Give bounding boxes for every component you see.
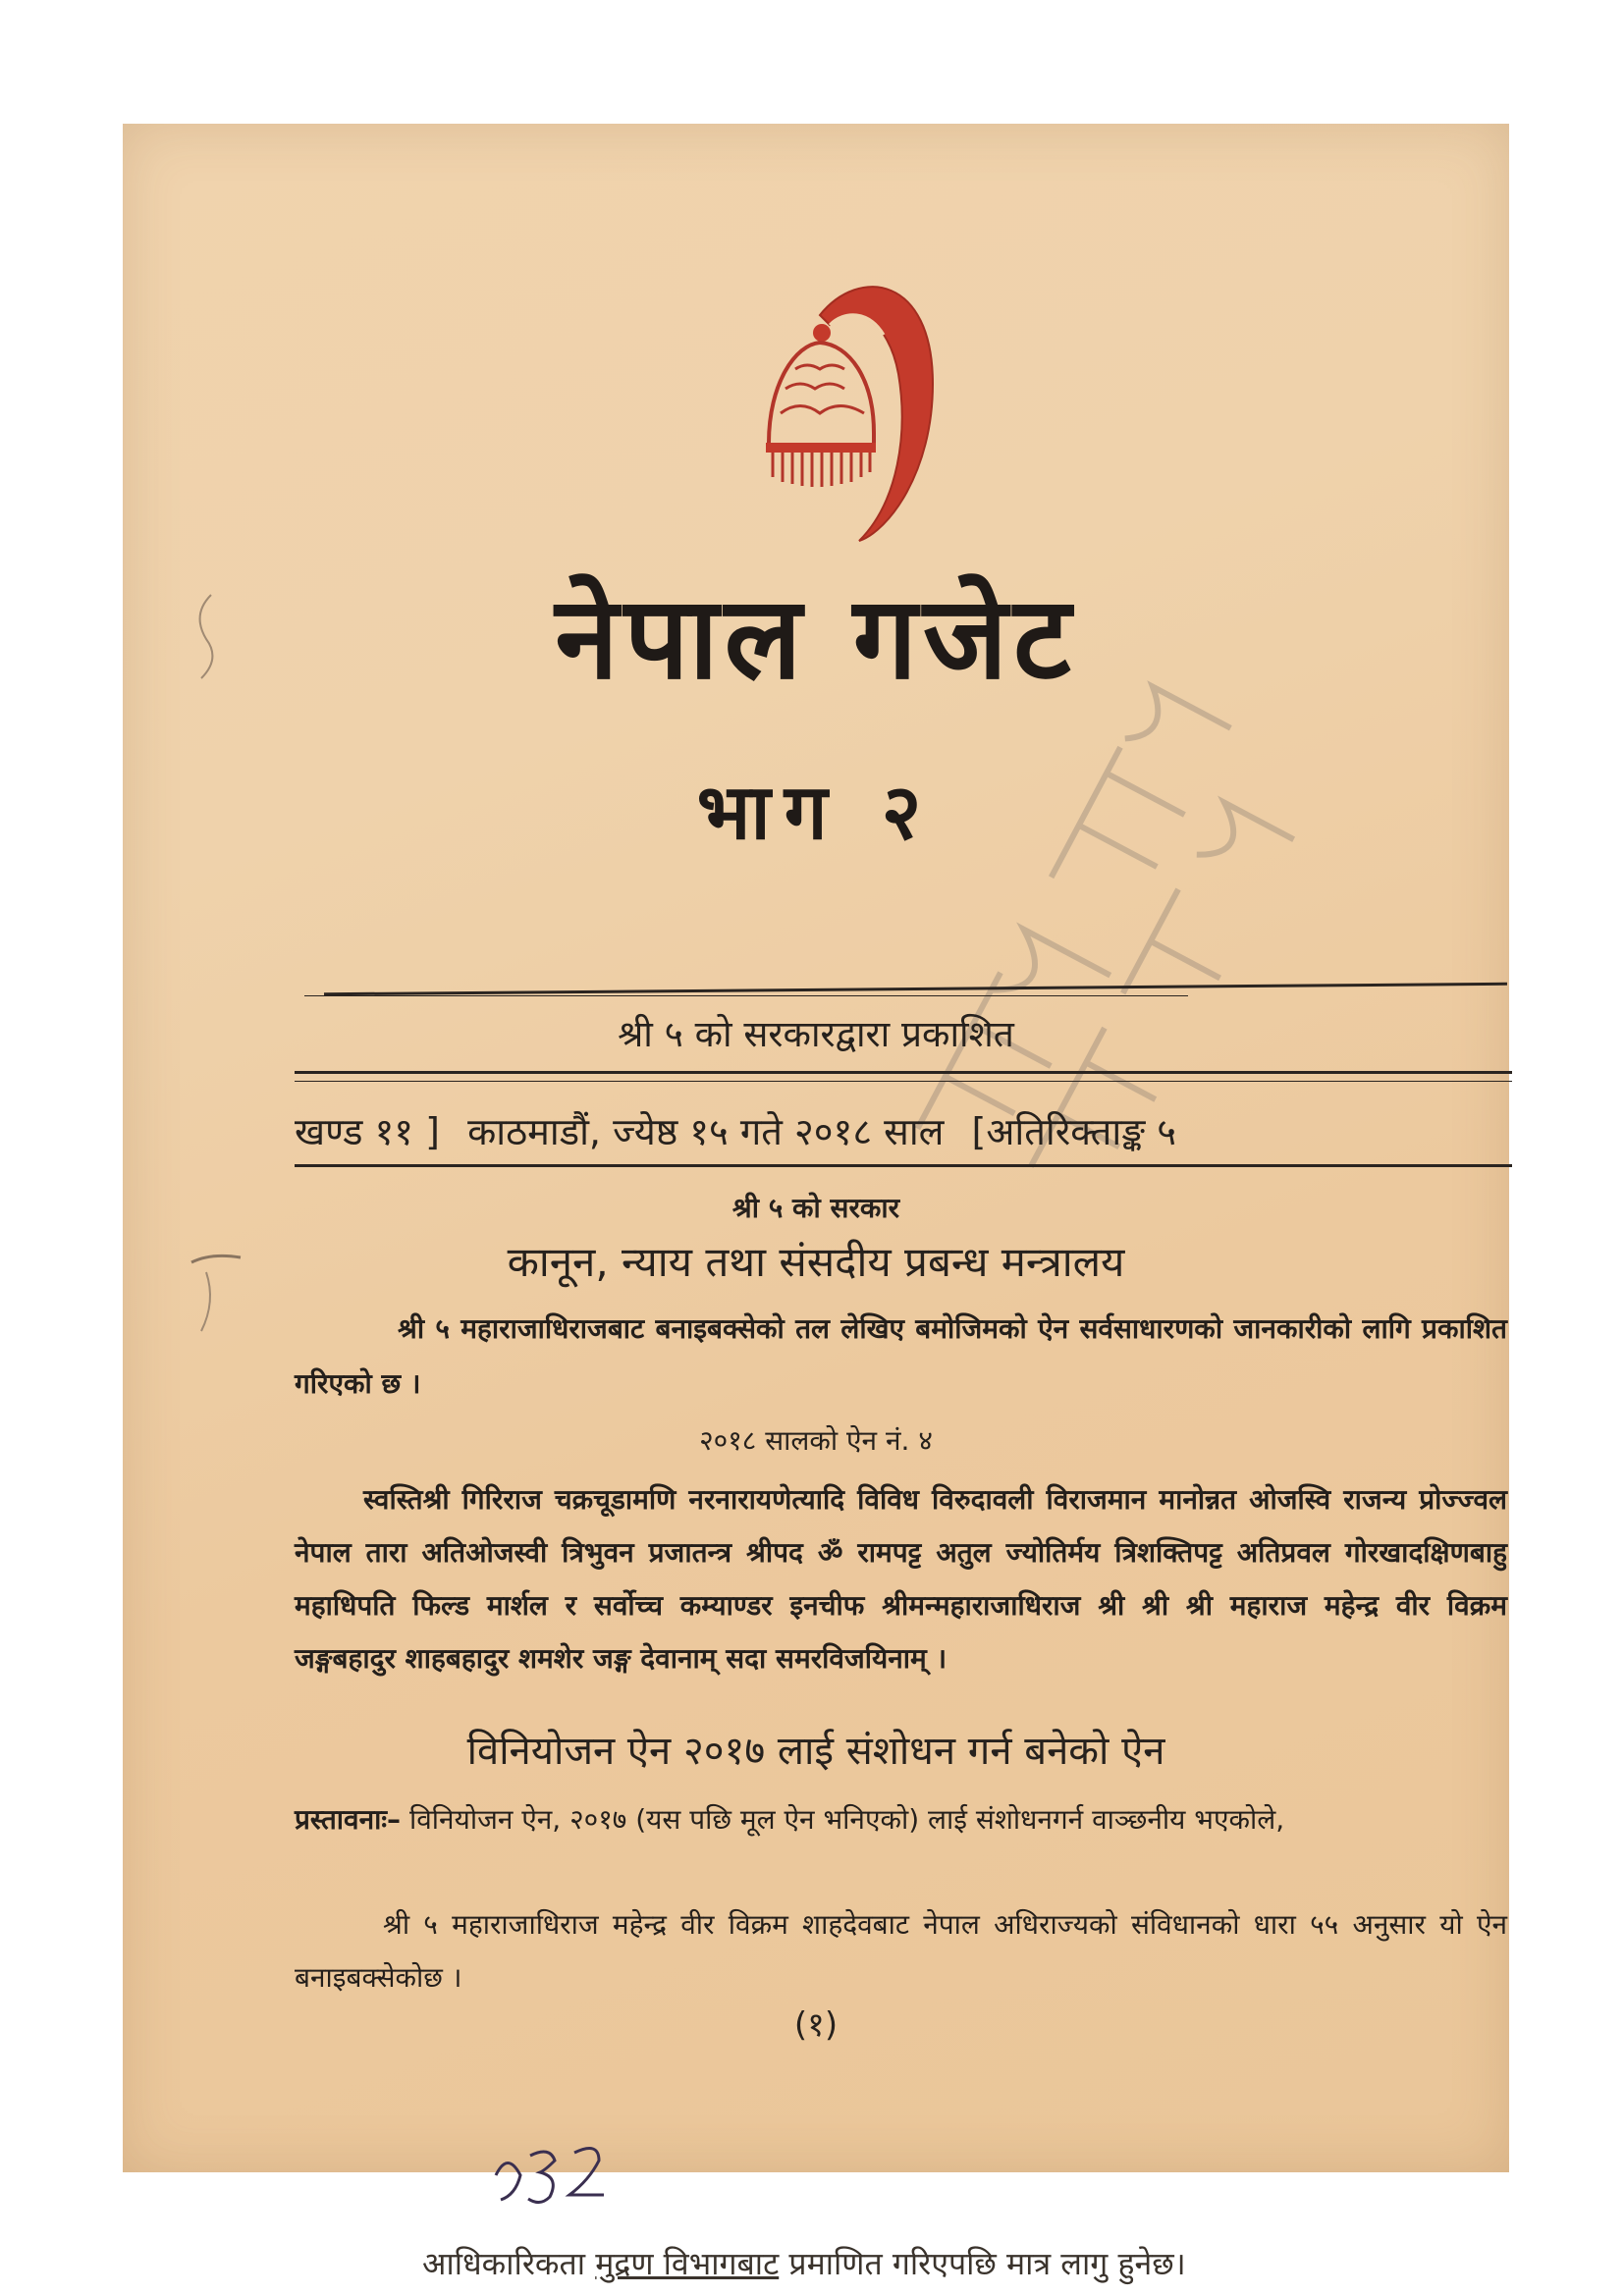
gazette-part: भाग २ xyxy=(696,769,936,857)
prastavana-text: विनियोजन ऐन, २०१७ (यस पछि मूल ऐन भनिएको) लाई संशोधनगर्न वाञ्छनीय भएकोले, xyxy=(401,1803,1285,1836)
place-date: काठमाडौं, ज्येष्ठ १५ गते २०१८ साल xyxy=(467,1110,945,1153)
rule-bottom xyxy=(295,1164,1512,1167)
act-number: २०१८ सालको ऐन नं. ४ xyxy=(699,1424,933,1457)
footer-note-before: आधिकारिकता xyxy=(422,2245,596,2282)
prastavana-paragraph xyxy=(295,1792,1507,1847)
intro-paragraph: श्री ५ महाराजाधिराजबाट बनाइबक्सेको तल लेखिए बमोजिमको ऐन सर्वसाधारणको जानकारीको लागि प्रकाशित गरिएको छ । xyxy=(295,1312,1507,1400)
rule-top-thin xyxy=(304,995,1188,996)
rule-top xyxy=(324,983,1507,996)
rule-mid-1 xyxy=(295,1071,1512,1074)
gazette-masthead: नेपाल गजेट xyxy=(555,572,1077,705)
ministry-name: कानून, न्याय तथा संसदीय प्रबन्ध मन्त्रालय xyxy=(507,1238,1125,1286)
royal-crown-emblem-icon xyxy=(751,266,938,546)
footer-note-after: प्रमाणित गरिएपछि मात्र लागु हुनेछ। xyxy=(779,2245,1186,2282)
enactment-paragraph: श्री ५ महाराजाधिराज महेन्द्र वीर विक्रम शाहदेवबाट नेपाल अधिराज्यको संविधानको धारा ५५ अनुसार यो ऐन बनाइबक्सेकोछ । xyxy=(295,1908,1507,1994)
royal-preamble: स्वस्तिश्री गिरिराज चक्रचूडामणि नरनारायणेत्यादि विविध विरुदावली विराजमान मानोन्नत ओजस्वि राजन्य प्रोज्ज्वल नेपाल तारा अतिओजस्वी त्रिभुवन प्रजातन्त्र श्रीपद ॐ रामपट्ट अतुल ज्योतिर्मय त्रिशक्तिपट्ट अतिप्रवल गोरखादक्षिणबाहु महाधिपति फिल्ड मार्शल र सर्वोच्च कम्याण्डर इनचीफ श्रीमन्महाराजाधिराज श्री श्री श्री महाराज महेन्द्र वीर विक्रम जङ्गबहादुर शाहबहादुर शमशेर जङ्ग देवानाम् सदा समरविजयिनाम् । xyxy=(295,1483,1507,1675)
prastavana-label: प्रस्तावनाः– xyxy=(295,1803,402,1836)
volume-number: खण्ड ११ ] xyxy=(295,1110,440,1153)
government-heading: श्री ५ को सरकार xyxy=(731,1192,900,1224)
publisher-line: श्री ५ को सरकारद्वारा प्रकाशित xyxy=(618,1013,1014,1055)
issue-line xyxy=(295,1105,1512,1156)
rule-mid-2 xyxy=(295,1081,1512,1082)
extra-issue-number: [अतिरिक्ताङ्क ५ xyxy=(971,1110,1177,1153)
footer-note xyxy=(422,2242,1186,2284)
gazette-page xyxy=(123,124,1509,2282)
footer-note-underlined: मुद्रण विभागबाट xyxy=(595,2245,780,2282)
page-number: (१) xyxy=(793,2005,839,2045)
act-title: विनियोजन ऐन २०१७ लाई संशोधन गर्न बनेको ऐन xyxy=(466,1729,1165,1774)
handwritten-number-mark xyxy=(486,2131,633,2210)
